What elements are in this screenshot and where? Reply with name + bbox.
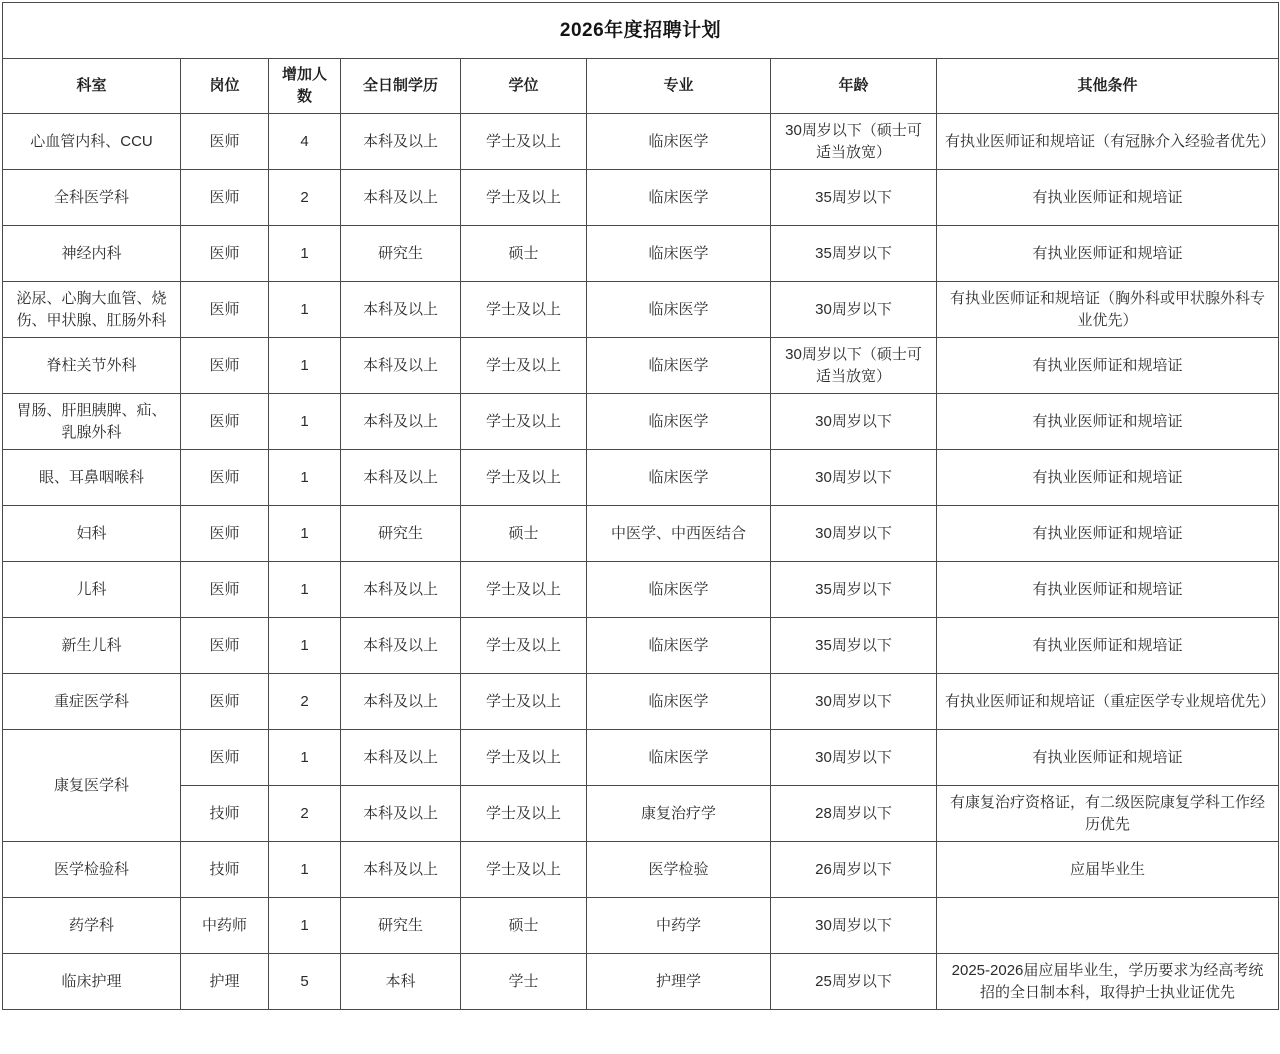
recruitment-table xyxy=(2,2,1279,1010)
cell-degree: 硕士 xyxy=(461,898,587,954)
table-row xyxy=(3,282,1279,338)
cell-count: 1 xyxy=(269,898,341,954)
cell-age: 30周岁以下 xyxy=(771,394,937,450)
cell-degree: 学士及以上 xyxy=(461,562,587,618)
cell-count: 2 xyxy=(269,674,341,730)
cell-position: 医师 xyxy=(181,226,269,282)
cell-major: 临床医学 xyxy=(587,674,771,730)
cell-major: 临床医学 xyxy=(587,170,771,226)
table-row xyxy=(3,338,1279,394)
cell-other: 有执业医师证和规培证 xyxy=(937,562,1279,618)
cell-count: 4 xyxy=(269,114,341,170)
cell-major: 护理学 xyxy=(587,954,771,1010)
cell-age: 35周岁以下 xyxy=(771,618,937,674)
cell-age: 30周岁以下（硕士可适当放宽） xyxy=(771,338,937,394)
cell-degree: 学士及以上 xyxy=(461,618,587,674)
table-row xyxy=(3,394,1279,450)
table-row xyxy=(3,674,1279,730)
cell-dept: 重症医学科 xyxy=(3,674,181,730)
cell-position: 医师 xyxy=(181,170,269,226)
cell-degree: 学士及以上 xyxy=(461,338,587,394)
cell-age: 30周岁以下 xyxy=(771,730,937,786)
cell-count: 5 xyxy=(269,954,341,1010)
cell-count: 1 xyxy=(269,450,341,506)
cell-degree: 学士及以上 xyxy=(461,842,587,898)
cell-position: 医师 xyxy=(181,562,269,618)
cell-education: 研究生 xyxy=(341,226,461,282)
cell-dept: 药学科 xyxy=(3,898,181,954)
column-header-age: 年龄 xyxy=(771,59,937,114)
cell-age: 30周岁以下 xyxy=(771,282,937,338)
cell-major: 临床医学 xyxy=(587,394,771,450)
cell-major: 临床医学 xyxy=(587,338,771,394)
cell-position: 中药师 xyxy=(181,898,269,954)
cell-other: 有康复治疗资格证，有二级医院康复学科工作经历优先 xyxy=(937,786,1279,842)
cell-major: 中药学 xyxy=(587,898,771,954)
cell-education: 本科及以上 xyxy=(341,786,461,842)
cell-education: 本科及以上 xyxy=(341,618,461,674)
cell-dept: 新生儿科 xyxy=(3,618,181,674)
cell-count: 1 xyxy=(269,282,341,338)
cell-major: 临床医学 xyxy=(587,282,771,338)
cell-degree: 学士 xyxy=(461,954,587,1010)
cell-degree: 学士及以上 xyxy=(461,282,587,338)
cell-other: 有执业医师证和规培证 xyxy=(937,730,1279,786)
table-row xyxy=(3,842,1279,898)
cell-degree: 硕士 xyxy=(461,226,587,282)
cell-count: 1 xyxy=(269,394,341,450)
cell-dept: 全科医学科 xyxy=(3,170,181,226)
cell-dept: 儿科 xyxy=(3,562,181,618)
cell-education: 本科及以上 xyxy=(341,674,461,730)
header-row xyxy=(3,59,1279,114)
cell-other: 有执业医师证和规培证 xyxy=(937,394,1279,450)
table-row xyxy=(3,114,1279,170)
cell-age: 35周岁以下 xyxy=(771,170,937,226)
cell-other: 有执业医师证和规培证 xyxy=(937,618,1279,674)
cell-position: 技师 xyxy=(181,842,269,898)
cell-age: 35周岁以下 xyxy=(771,562,937,618)
cell-dept: 康复医学科 xyxy=(3,730,181,842)
cell-count: 1 xyxy=(269,506,341,562)
cell-education: 本科及以上 xyxy=(341,562,461,618)
cell-age: 28周岁以下 xyxy=(771,786,937,842)
column-header-count: 增加人数 xyxy=(269,59,341,114)
cell-dept: 妇科 xyxy=(3,506,181,562)
cell-major: 临床医学 xyxy=(587,114,771,170)
cell-position: 医师 xyxy=(181,506,269,562)
cell-other: 有执业医师证和规培证（胸外科或甲状腺外科专业优先） xyxy=(937,282,1279,338)
table-row xyxy=(3,562,1279,618)
cell-age: 30周岁以下 xyxy=(771,450,937,506)
table-row xyxy=(3,170,1279,226)
cell-dept: 脊柱关节外科 xyxy=(3,338,181,394)
cell-education: 研究生 xyxy=(341,898,461,954)
cell-degree: 硕士 xyxy=(461,506,587,562)
cell-major: 临床医学 xyxy=(587,618,771,674)
table-row xyxy=(3,226,1279,282)
cell-dept: 临床护理 xyxy=(3,954,181,1010)
cell-count: 1 xyxy=(269,618,341,674)
cell-count: 2 xyxy=(269,786,341,842)
table-row xyxy=(3,954,1279,1010)
cell-education: 本科及以上 xyxy=(341,730,461,786)
cell-major: 康复治疗学 xyxy=(587,786,771,842)
cell-position: 医师 xyxy=(181,674,269,730)
cell-other xyxy=(937,898,1279,954)
cell-major: 临床医学 xyxy=(587,226,771,282)
table-row xyxy=(3,786,1279,842)
cell-major: 临床医学 xyxy=(587,562,771,618)
cell-age: 26周岁以下 xyxy=(771,842,937,898)
page-title: 2026年度招聘计划 xyxy=(3,3,1279,59)
cell-count: 1 xyxy=(269,338,341,394)
cell-count: 1 xyxy=(269,226,341,282)
cell-other: 有执业医师证和规培证 xyxy=(937,450,1279,506)
table-row xyxy=(3,898,1279,954)
cell-dept: 泌尿、心胸大血管、烧伤、甲状腺、肛肠外科 xyxy=(3,282,181,338)
cell-position: 医师 xyxy=(181,730,269,786)
cell-other: 有执业医师证和规培证 xyxy=(937,338,1279,394)
title-row xyxy=(3,3,1279,59)
cell-other: 有执业医师证和规培证 xyxy=(937,506,1279,562)
cell-degree: 学士及以上 xyxy=(461,170,587,226)
cell-count: 2 xyxy=(269,170,341,226)
column-header-position: 岗位 xyxy=(181,59,269,114)
cell-major: 医学检验 xyxy=(587,842,771,898)
cell-dept: 神经内科 xyxy=(3,226,181,282)
cell-position: 医师 xyxy=(181,282,269,338)
cell-degree: 学士及以上 xyxy=(461,114,587,170)
cell-dept: 医学检验科 xyxy=(3,842,181,898)
cell-position: 护理 xyxy=(181,954,269,1010)
table-row xyxy=(3,618,1279,674)
cell-position: 医师 xyxy=(181,394,269,450)
cell-other: 应届毕业生 xyxy=(937,842,1279,898)
cell-education: 本科及以上 xyxy=(341,450,461,506)
cell-other: 有执业医师证和规培证（有冠脉介入经验者优先） xyxy=(937,114,1279,170)
cell-education: 本科及以上 xyxy=(341,394,461,450)
cell-position: 医师 xyxy=(181,114,269,170)
cell-position: 医师 xyxy=(181,338,269,394)
cell-degree: 学士及以上 xyxy=(461,786,587,842)
cell-education: 本科及以上 xyxy=(341,842,461,898)
cell-age: 30周岁以下 xyxy=(771,506,937,562)
cell-major: 临床医学 xyxy=(587,730,771,786)
table-row xyxy=(3,506,1279,562)
cell-dept: 眼、耳鼻咽喉科 xyxy=(3,450,181,506)
table-row xyxy=(3,730,1279,786)
cell-count: 1 xyxy=(269,730,341,786)
cell-count: 1 xyxy=(269,562,341,618)
column-header-degree: 学位 xyxy=(461,59,587,114)
cell-age: 30周岁以下（硕士可适当放宽） xyxy=(771,114,937,170)
cell-education: 本科及以上 xyxy=(341,338,461,394)
cell-other: 2025-2026届应届毕业生，学历要求为经高考统招的全日制本科，取得护士执业证优先 xyxy=(937,954,1279,1010)
table-row xyxy=(3,450,1279,506)
cell-other: 有执业医师证和规培证 xyxy=(937,226,1279,282)
cell-education: 本科 xyxy=(341,954,461,1010)
column-header-dept: 科室 xyxy=(3,59,181,114)
cell-age: 30周岁以下 xyxy=(771,674,937,730)
cell-education: 本科及以上 xyxy=(341,114,461,170)
cell-education: 研究生 xyxy=(341,506,461,562)
column-header-other: 其他条件 xyxy=(937,59,1279,114)
cell-position: 医师 xyxy=(181,618,269,674)
cell-degree: 学士及以上 xyxy=(461,730,587,786)
cell-dept: 心血管内科、CCU xyxy=(3,114,181,170)
cell-other: 有执业医师证和规培证（重症医学专业规培优先） xyxy=(937,674,1279,730)
cell-position: 技师 xyxy=(181,786,269,842)
cell-degree: 学士及以上 xyxy=(461,674,587,730)
cell-age: 25周岁以下 xyxy=(771,954,937,1010)
cell-age: 30周岁以下 xyxy=(771,898,937,954)
cell-major: 临床医学 xyxy=(587,450,771,506)
cell-position: 医师 xyxy=(181,450,269,506)
cell-other: 有执业医师证和规培证 xyxy=(937,170,1279,226)
cell-major: 中医学、中西医结合 xyxy=(587,506,771,562)
cell-count: 1 xyxy=(269,842,341,898)
cell-education: 本科及以上 xyxy=(341,170,461,226)
cell-age: 35周岁以下 xyxy=(771,226,937,282)
cell-degree: 学士及以上 xyxy=(461,450,587,506)
cell-dept: 胃肠、肝胆胰脾、疝、乳腺外科 xyxy=(3,394,181,450)
cell-degree: 学士及以上 xyxy=(461,394,587,450)
cell-education: 本科及以上 xyxy=(341,282,461,338)
column-header-major: 专业 xyxy=(587,59,771,114)
column-header-education: 全日制学历 xyxy=(341,59,461,114)
